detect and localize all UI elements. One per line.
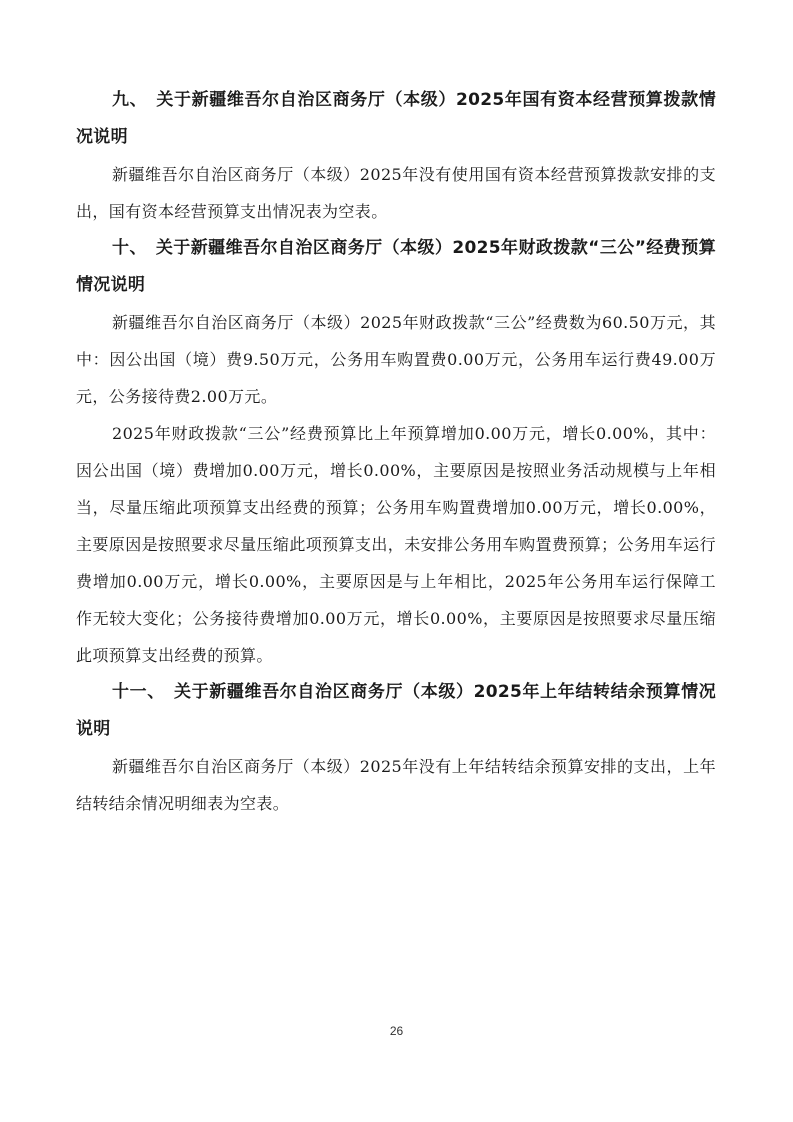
section-9-heading: 九、 关于新疆维吾尔自治区商务厅（本级）2025年国有资本经营预算拨款情况说明 [76, 90, 716, 147]
section-9-paragraph-1: 新疆维吾尔自治区商务厅（本级）2025年没有使用国有资本经营预算拨款安排的支出，国有资本经营预算支出情况表为空表。 [76, 165, 716, 221]
document-body [76, 82, 716, 822]
page-number: 26 [389, 1024, 404, 1038]
section-10-paragraph-2: 2025年财政拨款“三公”经费预算比上年预算增加0.00万元，增长0.00%，其中：因公出国（境）费增加0.00万元，增长0.00%，主要原因是按照业务活动规模与上年相当，尽量压缩此项预算支出经费的预算；公务用车购置费增加0.00万元，增长0.00%，主要原因是按照要求尽量压缩此项预算支出，未安排公务用车购置费预算；公务用车运行费增加0.00万元，增长0.00%，主要原因是与上年相比，2025年公务用车运行保障工作无较大变化；公务接待费增加0.00万元，增长0.00%，主要原因是按照要求尽量压缩此项预算支出经费的预算。 [76, 424, 716, 665]
section-10-heading: 十、 关于新疆维吾尔自治区商务厅（本级）2025年财政拨款“三公”经费预算情况说明 [76, 238, 716, 295]
section-10-paragraph-1: 新疆维吾尔自治区商务厅（本级）2025年财政拨款“三公”经费数为60.50万元，其中：因公出国（境）费9.50万元，公务用车购置费0.00万元，公务用车运行费49.00万元，公务接待费2.00万元。 [76, 313, 716, 406]
section-11-heading: 十一、 关于新疆维吾尔自治区商务厅（本级）2025年上年结转结余预算情况说明 [76, 682, 716, 739]
section-11-paragraph-1: 新疆维吾尔自治区商务厅（本级）2025年没有上年结转结余预算安排的支出，上年结转结余情况明细表为空表。 [76, 757, 716, 813]
